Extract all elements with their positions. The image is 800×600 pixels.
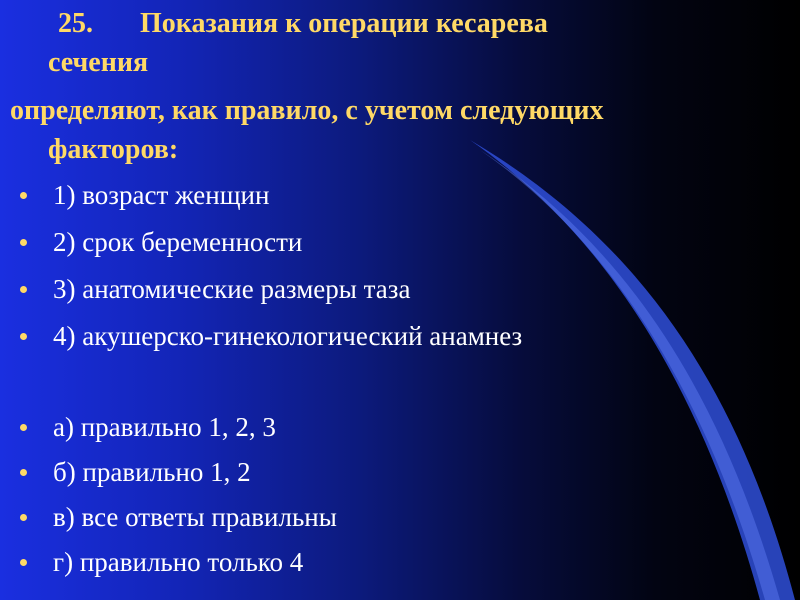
title-line: Показания к операции кесарева	[140, 8, 548, 39]
bullet-icon	[20, 469, 27, 476]
bullet-icon	[20, 192, 27, 199]
factor-text: 2) срок беременности	[53, 227, 303, 257]
factor-item	[20, 272, 410, 306]
factor-text: 4) акушерско-гинекологический анамнез	[53, 321, 523, 351]
title-line: определяют, как правило, с учетом следующих	[10, 95, 604, 126]
bullet-icon	[20, 239, 27, 246]
answer-item	[20, 500, 337, 534]
answer-item	[20, 455, 251, 489]
factor-item	[20, 178, 269, 212]
answer-item	[20, 410, 276, 444]
answer-item	[20, 545, 303, 579]
bullet-icon	[20, 333, 27, 340]
title-line: сечения	[48, 47, 149, 78]
factor-text: 1) возраст женщин	[53, 180, 270, 210]
answer-text: а) правильно 1, 2, 3	[53, 412, 276, 442]
title-line: факторов:	[48, 134, 179, 165]
answer-text: г) правильно только 4	[53, 547, 304, 577]
bullet-icon	[20, 286, 27, 293]
factor-text: 3) анатомические размеры таза	[53, 274, 411, 304]
bullet-icon	[20, 424, 27, 431]
factor-item	[20, 319, 522, 353]
factor-item	[20, 225, 302, 259]
answer-text: б) правильно 1, 2	[53, 457, 251, 487]
bullet-icon	[20, 559, 27, 566]
title-number: 25.	[58, 8, 93, 39]
bullet-icon	[20, 514, 27, 521]
answer-text: в) все ответы правильны	[53, 502, 337, 532]
